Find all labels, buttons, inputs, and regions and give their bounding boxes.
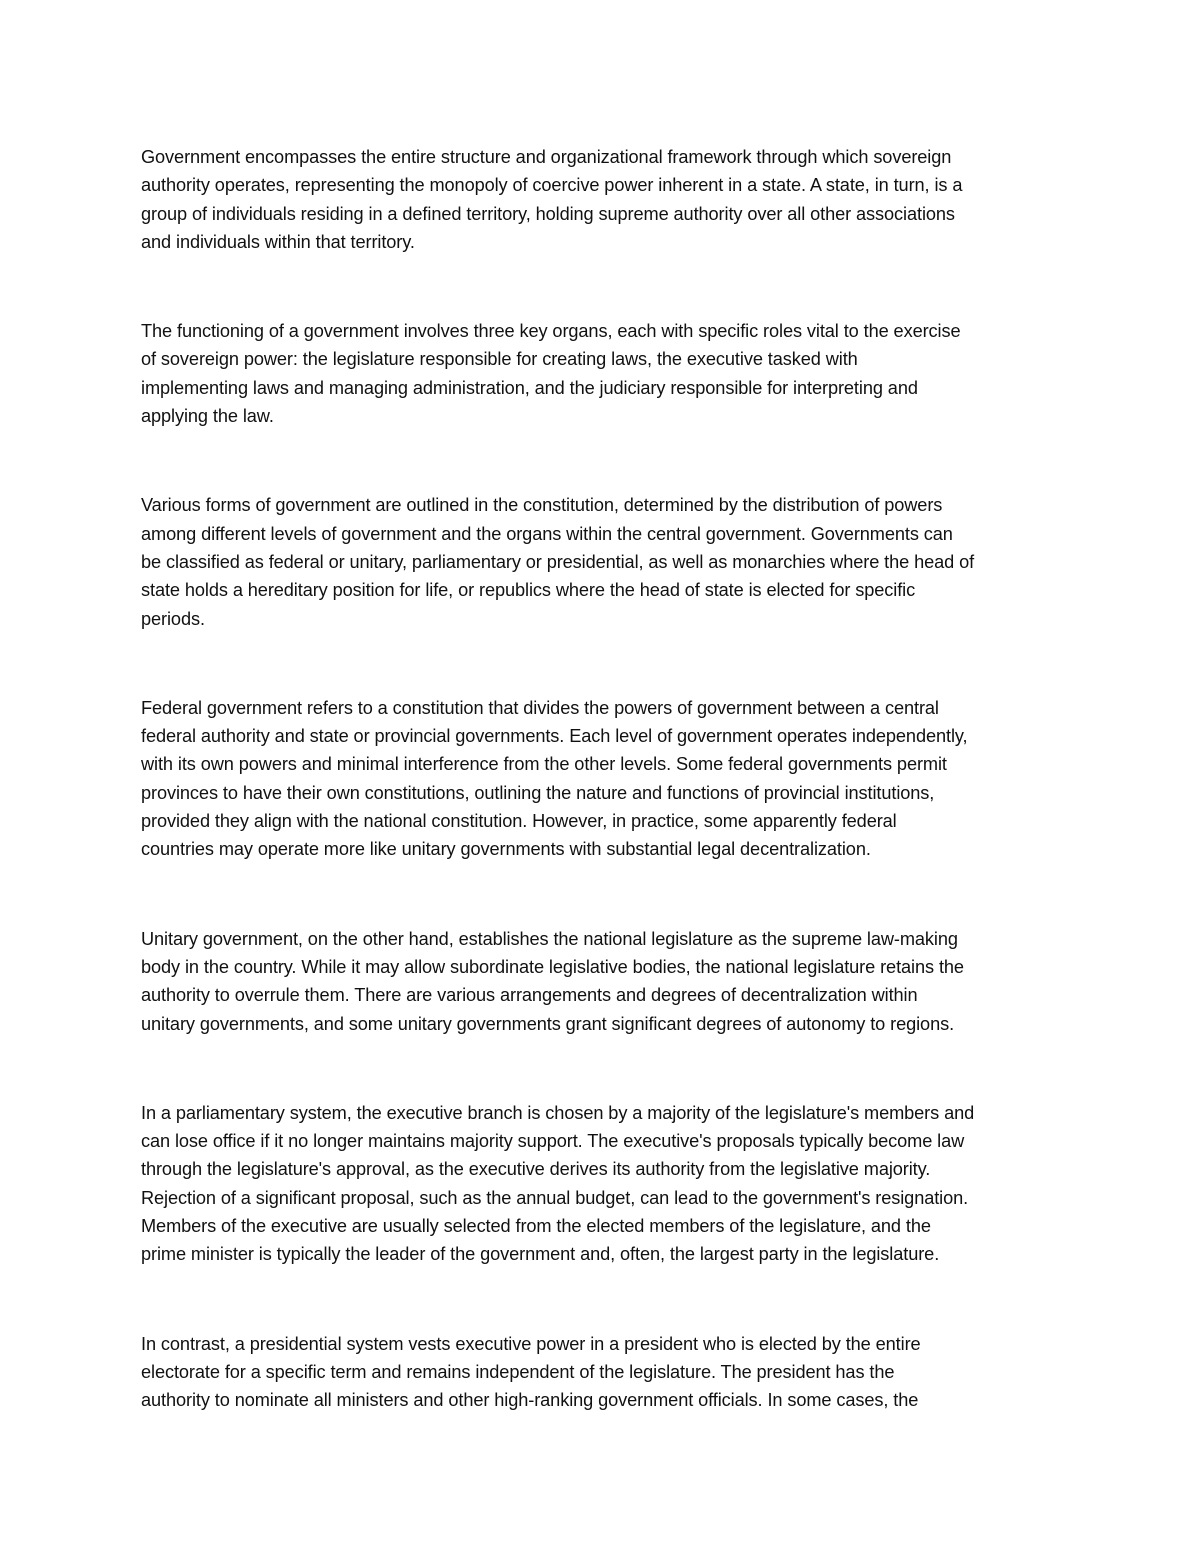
document-body bbox=[141, 143, 1066, 1415]
paragraph-federal-government bbox=[141, 694, 1066, 864]
text-line: and individuals within that territory. bbox=[141, 231, 415, 252]
text-line: Unitary government, on the other hand, establishes the national legislature as the supreme law-making bbox=[141, 928, 958, 949]
text-line: Government encompasses the entire structure and organizational framework through which sovereign bbox=[141, 147, 952, 167]
text-line: Federal government refers to a constitution that divides the powers of government between a central bbox=[141, 697, 939, 718]
text-line: applying the law. bbox=[141, 406, 274, 427]
text-line: Rejection of a significant proposal, such as the annual budget, can lead to the government's resignation. bbox=[141, 1187, 969, 1208]
text-line: electorate for a specific term and remains independent of the legislature. The president has the bbox=[141, 1361, 895, 1382]
text-line: of sovereign power: the legislature responsible for creating laws, the executive tasked with bbox=[141, 349, 858, 370]
text-line: body in the country. While it may allow subordinate legislative bodies, the national legislature retains the bbox=[141, 956, 964, 977]
paragraph-government-definition bbox=[141, 143, 1066, 256]
text-line: implementing laws and managing administration, and the judiciary responsible for interpreting and bbox=[141, 377, 918, 398]
text-line: Members of the executive are usually selected from the elected members of the legislature, and the bbox=[141, 1216, 931, 1237]
text-line: provided they align with the national constitution. However, in practice, some apparently federal bbox=[141, 811, 897, 832]
text-line: be classified as federal or unitary, parliamentary or presidential, as well as monarchies where the head of bbox=[141, 551, 975, 572]
text-line: can lose office if it no longer maintains majority support. The executive's proposals typically become law bbox=[141, 1131, 965, 1152]
paragraph-forms-of-government bbox=[141, 491, 1066, 632]
text-line: countries may operate more like unitary governments with substantial legal decentralization. bbox=[141, 839, 871, 860]
text-line: authority operates, representing the monopoly of coercive power inherent in a state. A state, in turn, is a bbox=[141, 175, 963, 196]
text-line: In contrast, a presidential system vests executive power in a president who is elected by the entire bbox=[141, 1333, 921, 1354]
text-line: authority to nominate all ministers and other high-ranking government officials. In some cases, the bbox=[141, 1390, 919, 1411]
text-line: Various forms of government are outlined in the constitution, determined by the distribution of powers bbox=[141, 495, 943, 516]
text-line: among different levels of government and the organs within the central government. Governments can bbox=[141, 523, 953, 544]
text-line: In a parliamentary system, the executive branch is chosen by a majority of the legislature's members and bbox=[141, 1102, 975, 1123]
paragraph-unitary-government bbox=[141, 925, 1066, 1038]
paragraph-presidential-system bbox=[141, 1330, 1066, 1415]
text-line: group of individuals residing in a defined territory, holding supreme authority over all other associations bbox=[141, 203, 955, 224]
text-line: federal authority and state or provincial governments. Each level of government operates independently, bbox=[141, 726, 968, 747]
text-line: periods. bbox=[141, 608, 205, 629]
text-line: through the legislature's approval, as the executive derives its authority from the legislative majority. bbox=[141, 1159, 931, 1180]
text-line: prime minister is typically the leader of the government and, often, the largest party in the legislature. bbox=[141, 1244, 940, 1265]
text-line: authority to overrule them. There are various arrangements and degrees of decentralization within bbox=[141, 985, 918, 1006]
paragraph-parliamentary-system bbox=[141, 1099, 1066, 1269]
text-line: with its own powers and minimal interference from the other levels. Some federal governments permit bbox=[141, 754, 947, 775]
text-line: provinces to have their own constitutions, outlining the nature and functions of provincial institutions, bbox=[141, 782, 935, 803]
text-line: unitary governments, and some unitary governments grant significant degrees of autonomy to regions. bbox=[141, 1013, 955, 1034]
paragraph-organs-of-government bbox=[141, 317, 1066, 430]
text-line: The functioning of a government involves three key organs, each with specific roles vital to the exercise bbox=[141, 321, 961, 342]
text-line: state holds a hereditary position for life, or republics where the head of state is elected for specific bbox=[141, 580, 916, 601]
